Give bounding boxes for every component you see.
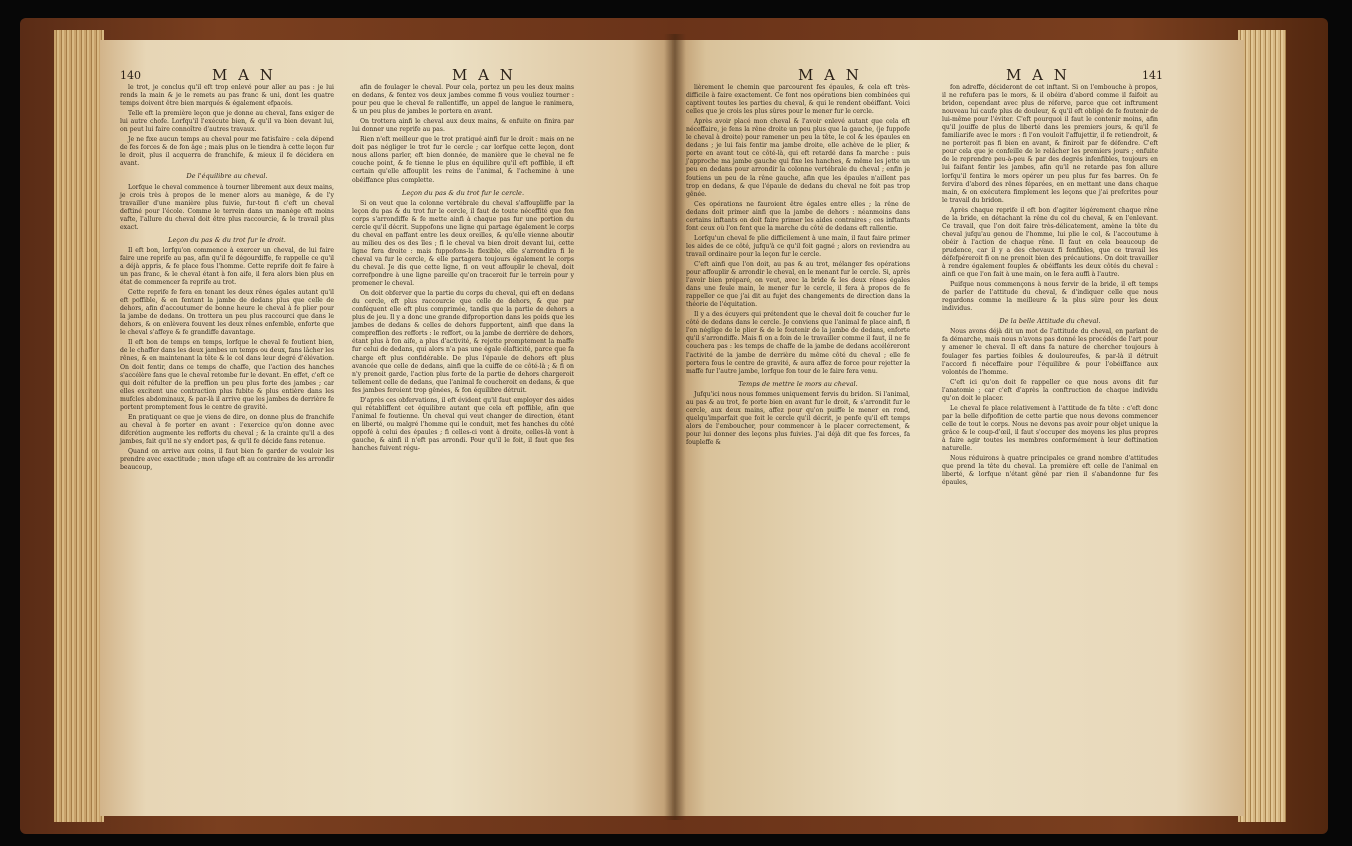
- paragraph: Je ne fixe aucun temps au cheval pour me fatisfaire : cela dépend de fes forces & de fon âge ; mais plus on le tiendra à cette leçon fur le droit, plus il acquerra de franchife, & mieux il fe décidera en avant.: [120, 136, 334, 168]
- paragraph: Jufqu'ici nous nous fommes uniquement fervis du bridon. Si l'animal, au pas & au trot, fe porte bien en avant fur le droit, & s'arrondit fur le cercle, aux deux mains, affez pour qu'on puiffe le mener en rond, quelqu'imparfait que foit le cercle qu'il décrit, je penfe qu'il eft temps alors de l'emboucher, pour commencer à le placer correctement, & pour lui donner des leçons plus fuivies. J'ai déjà dit que fes forces, fa foupleffe &: [686, 390, 910, 446]
- section-heading: De la belle Attitude du cheval.: [999, 317, 1101, 326]
- paragraph: Nous avons déjà dit un mot de l'attitude du cheval, en parlant de fa démarche, mais nous n'avons pas donné les procédés de l'art pour y amener le cheval. Il eft dans fa nature de chercher toujours à foulager fes parties foibles & douloureufes, & par-là il détruit l'accord fi néceffaire pour l'équilibre & pour l'obéiffance aux volontés de l'homme.: [942, 328, 1158, 376]
- text-column: [686, 84, 910, 449]
- paragraph: Puifque nous commençons à nous fervir de la bride, il eft temps de parler de l'attitude du cheval, & d'indiquer celle que nous regardons comme la meilleure & la plus sûre pour les deux individus.: [942, 281, 1158, 313]
- section-heading: De l'équilibre au cheval.: [186, 172, 268, 181]
- paragraph: Nous réduirons à quatre principales ce grand nombre d'attitudes que prend la tête du cheval. La première eft celle de l'animal en liberté, & lorfque n'étant gêné par rien il s'abandonne fur fes épaules,: [942, 455, 1158, 487]
- paragraph: Après chaque reprife il eft bon d'agiter légérement chaque rêne de la bride, en détachant la rêne du col du cheval, & en l'enlevant. Ce travail, que l'on doit faire très-délicatement, amène la tête du cheval jufqu'au genou de l'homme, lui plie le col, & l'accoutume à obéir à l'action de chaque rêne. Il faut en cela beaucoup de prudence, car il y a des chevaux fi fenfibles, que ce travail les défefpéreroit fi on ne prenoit bien des précautions. On doit travailler à rendre également fouples & obéiffants les deux côtés du cheval : ainfi ce que l'on fait à une main, on le fera auffi à l'autre.: [942, 206, 1158, 279]
- paragraph: En pratiquant ce que je viens de dire, on donne plus de franchife au cheval à fe porter en avant : l'exercice qu'on donne avec difcrétion augmente les refforts du cheval ; & la crainte qu'il a des jambes, fait qu'il ne s'y endort pas, & qu'il fe décide fans retenue.: [120, 413, 334, 445]
- paragraph: D'après ces obfervations, il eft évident qu'il faut employer des aides qui rétabliffent cet équilibre autant que cela eft poffible, afin que l'animal fe foutienne. Un cheval qui veut changer de direction, étant en liberté, ou malgré l'homme qui le conduit, met fes hanches du côté oppofé à celui des épaules ; fi celles-ci vont à droite, celles-là vont à gauche, & ainfi il n'eft pas arrondi. Pour qu'il le foit, il faut que fes hanches fuivent régu-: [352, 396, 574, 453]
- paragraph: afin de foulager le cheval. Pour cela, portez un peu les deux mains en dedans, & fentez vos deux jambes comme fi vous vouliez tourner : pour peu que le cheval fe rallentiffe, un appel de langue le ranimera, & un peu plus de jambes le portera en avant.: [352, 84, 574, 116]
- text-column: [942, 84, 1158, 489]
- running-head: M A N: [798, 66, 862, 84]
- paragraph: fon adreffe, décideront de cet inftant. Si on l'embouche à propos, il ne refufera pas le mors, & il obéira d'abord comme il faifoit au bridon, cependant avec plus de réferve, parce que cet inftrument nouveau lui caufe plus de douleur, & qu'il eft obligé de fe foutenir de lui-même pour l'éviter. C'eft pourquoi il faut le contenir moins, afin qu'il jouiffe de plus de liberté dans les premiers jours, & qu'il fe familiarife avec le mors : fi l'on vouloit l'affujettir, il fe retiendroit, & ne porteroit pas fi bien en avant, & finiroit par fe défendre. C'eft pour cela que je confeille de le relâcher les premiers jours ; enfuite de le reprendre peu-à-peu & par des degrés infenfibles, toujours en lui faifant fentir les jambes, afin qu'il ne retarde pas fon allure lorfqu'il fentira le mors opérer un peu plus fur fes barres. On fe fervira d'abord des rênes féparées, en en mettant une dans chaque main, & on exécutera fimplement les leçons que j'ai prefcrites pour le travail du bridon.: [942, 84, 1158, 204]
- right-page: [672, 40, 1244, 816]
- text-column: [352, 84, 574, 455]
- page-number: 140: [120, 69, 141, 82]
- paragraph: Cette reprife fe fera en tenant les deux rênes égales autant qu'il eft poffible, & en fentant la jambe de dedans plus que celle de dehors, afin d'accoutumer de bonne heure le cheval à fe plier pour la jambe de dedans. On trottera un peu plus raccourci que dans le dehors, & on enlèvera fouvent les deux rênes enfemble, enforte que le cheval s'affeye & fe grandiffe davantage.: [120, 289, 334, 337]
- paragraph: Si on veut que la colonne vertébrale du cheval s'affoupliffe par la leçon du pas & du trot fur le cercle, il faut de toute néceffité que fon corps s'arrondiffe & fe mette ainfi à chaque pas fur une portion du cercle qu'il décrit. Suppofons une ligne qui partage également le corps du cheval en paffant entre les deux oreilles, & qu'elle vienne aboutir au milieu des os des îles ; fi le cheval va bien droit devant lui, cette ligne fera droite : mais fuppofons-la flexible, elle s'arrondira fi le cheval va fur le cercle, & elle partagera toujours également le corps du cheval. Je dis que cette ligne, fi on veut affouplir le cheval, doit correfpondre à une ligne pareille qu'on traceroit fur le terrein pour y promener le cheval.: [352, 199, 574, 288]
- paragraph: Quand on arrive aux coins, il faut bien fe garder de vouloir les prendre avec exactitude ; mon ufage eft au contraire de les arrondir beaucoup,: [120, 447, 334, 472]
- paragraph: Telle eft la première leçon que je donne au cheval, fans exiger de lui autre chofe. Lorfqu'il l'exécute bien, & qu'il va bien devant lui, on peut lui faire connoître d'autres travaux.: [120, 110, 334, 134]
- paragraph: lièrement le chemin que parcourent fes épaules, & cela eft très-difficile à faire exactement. Ce font nos opérations bien combinées qui captivent toutes les parties du cheval, & qui le rendent obéiffant. Voici celles que je crois les plus sûres pour le mener fur le cercle.: [686, 84, 910, 116]
- paragraph: Il eft bon de temps en temps, lorfque le cheval fe foutient bien, de le chaffer dans les deux jambes un temps ou deux, fans lâcher les rênes, & en maintenant la tête & le col dans leur degré d'élévation. On doit fentir, dans ce temps de chaffe, que l'action des hanches s'accélère fans que le cheval retombe fur le devant. En effet, c'eft ce qui doit réfulter de la preffion un peu plus forte des jambes ; car elles excitent une contraction plus fubite & plus entière dans les mufcles abdominaux, & par-là il arrive que les jambes de derrière fe portent promptement fous le centre de gravité.: [120, 339, 334, 411]
- page-number: 141: [1142, 69, 1163, 82]
- paragraph: C'eft ainfi que l'on doit, au pas & au trot, mélanger fes opérations pour affouplir & arrondir le cheval, en le menant fur le cercle. Si, après l'avoir bien préparé, on veut, avec la bride & les deux rênes égales dans une feule main, le mener fur le cercle, il fera à propos de fe rappeller ce que j'ai dit au fujet des changements de direction dans la théorie de l'équitation.: [686, 260, 910, 309]
- paragraph: le trot, je conclus qu'il eft trop enlevé pour aller au pas : je lui rends la main & je le remets au pas franc & uni, dont les quatre temps doivent être bien marqués & également efpacés.: [120, 84, 334, 108]
- paragraph: Le cheval fe place relativement à l'attitude de fa tête : c'eft donc par la belle difpofition de cette partie que nous devons commencer celle de tout le corps. Nous ne devons pas avoir pour objet unique la grâce & le coup-d'œil, il faut s'occuper des moyens les plus propres à faire agir toutes les membres conformément à leur deftination naturelle.: [942, 404, 1158, 453]
- page-edges-left: [54, 30, 104, 822]
- page-edges-right: [1238, 30, 1286, 822]
- paragraph: Lorfqu'un cheval fe plie difficilement à une main, il faut faire primer les aides de ce côté, jufqu'à ce qu'il foit gagné ; alors on reviendra au travail ordinaire pour la leçon fur le cercle.: [686, 234, 910, 258]
- running-head: M A N: [212, 66, 276, 84]
- paragraph: On trottera ainfi le cheval aux deux mains, & enfuite on finira par lui donner une reprife au pas.: [352, 118, 574, 134]
- paragraph: Ces opérations ne fauroient être égales entre elles ; la rêne de dedans doit primer ainfi que la jambe de dehors : néanmoins dans certains inftants on doit faire primer les aides contraires ; ces inftants font ceux où l'on fent que la marche du côté de dedans eft rallentie.: [686, 200, 910, 232]
- running-head: M A N: [452, 66, 516, 84]
- paragraph: Il eft bon, lorfqu'on commence à exercer un cheval, de lui faire faire une reprife au pas, afin qu'il fe dégourdiffe, fe rappelle ce qu'il a déjà appris, & fe place fous l'homme. Cette reprife doit fe faire à un pas franc, & le cheval étant à fon aife, il fera alors bien plus en état de commencer fa reprife au trot.: [120, 246, 334, 287]
- running-head: M A N: [1006, 66, 1070, 84]
- paragraph: Après avoir placé mon cheval & l'avoir enlevé autant que cela eft néceffaire, je fens la rêne droite un peu plus que la gauche, (je fuppofe le cheval à droite) pour ramener un peu la tête, le col & les épaules en dedans ; je lui fais fentir ma jambe droite, elle achève de le plier, & porte en avant tout ce côté-là, qui eft retardé dans fa marche : puis j'approche ma jambe gauche qui fixe les hanches, & même les jette un peu en dedans pour arrondir la colonne vertébrale du cheval ; enfin je foutiens un peu de la rêne gauche, afin que les épaules n'aillent pas trop en dedans, & que l'épaule de dedans du cheval ne foit pas trop gênée.: [686, 118, 910, 198]
- paragraph: C'eft ici qu'on doit fe rappeller ce que nous avons dit fur l'anatomie ; car c'eft d'après la conftruction de chaque individu qu'on doit le placer.: [942, 378, 1158, 402]
- left-page: [100, 40, 678, 816]
- text-column: [120, 84, 334, 474]
- section-heading: Leçon du pas & du trot fur le droit.: [168, 235, 286, 244]
- paragraph: Il y a des écuyers qui prétendent que le cheval doit fe coucher fur le côté de dedans dans le cercle. Je conviens que l'animal fe place ainfi, fi l'on néglige de le plier & de le foutenir de la jambe de dedans, enforte qu'il s'arrondiffe. Mais fi on a foin de le travailler comme il faut, il ne fe couchera pas : les temps de chaffe de la jambe de dedans accéléreront l'activité de la jambe de derrière du même côté du cheval ; elle fe portera fous le centre de gravité, & aura affez de force pour rejetter la maffe fur l'autre jambe, lorfque fon tour de le faire fera venu.: [686, 311, 910, 375]
- paragraph: Lorfque le cheval commence à tourner librement aux deux mains, je crois très à propos de le mener alors au manège, & de l'y travailler d'une manière plus fuivie, fur-tout fi c'eft un cheval deftiné pour l'école. Comme le terrein dans un manège eft moins vafte, l'allure du cheval doit être plus raccourcie, & le travail plus exact.: [120, 183, 334, 231]
- paragraph: On doit obferver que la partie du corps du cheval, qui eft en dedans du cercle, eft plus raccourcie que celle de dehors, & que par conféquent elle eft plus comprimée, tandis que la partie de dehors a plus de jeu. Il y a donc une grande difproportion dans les poids que les jambes de dedans & celles de dehors fupportent, ainfi que dans la compreffion des refforts : le reffort, ou la jambe de derrière de dehors, étant plus à fon aife, a plus d'activité, & rejette promptement la maffe fur celui de dedans, qui alors n'a pas une égale élafticité, parce que fa charge eft plus confidérable. De plus l'épaule de dehors eft plus avancée que celle de dedans, ainfi que la cuiffe de ce côté-là ; & fi on n'y prenoit garde, l'action plus forte de la partie de dehors chargeroit tellement celle de dedans, que l'animal fe coucheroit en dedans, & que fes jambes feroient trop gênées, & fon équilibre détruit.: [352, 290, 574, 394]
- paragraph: Rien n'eft meilleur que le trot pratiqué ainfi fur le droit : mais on ne doit pas négliger le trot fur le cercle ; car lorfque cette leçon, dont nous allons parler, eft bien donnée, de manière que le cheval ne fe couche point, & fe tienne le plus en équilibre qu'il eft poffible, il eft certain qu'elle affouplit les reins de l'animal, & l'achemine à une obéiffance plus complette.: [352, 136, 574, 184]
- section-heading: Leçon du pas & du trot fur le cercle.: [401, 188, 525, 197]
- section-heading: Temps de mettre le mors au cheval.: [738, 379, 858, 388]
- book-gutter: [664, 34, 686, 820]
